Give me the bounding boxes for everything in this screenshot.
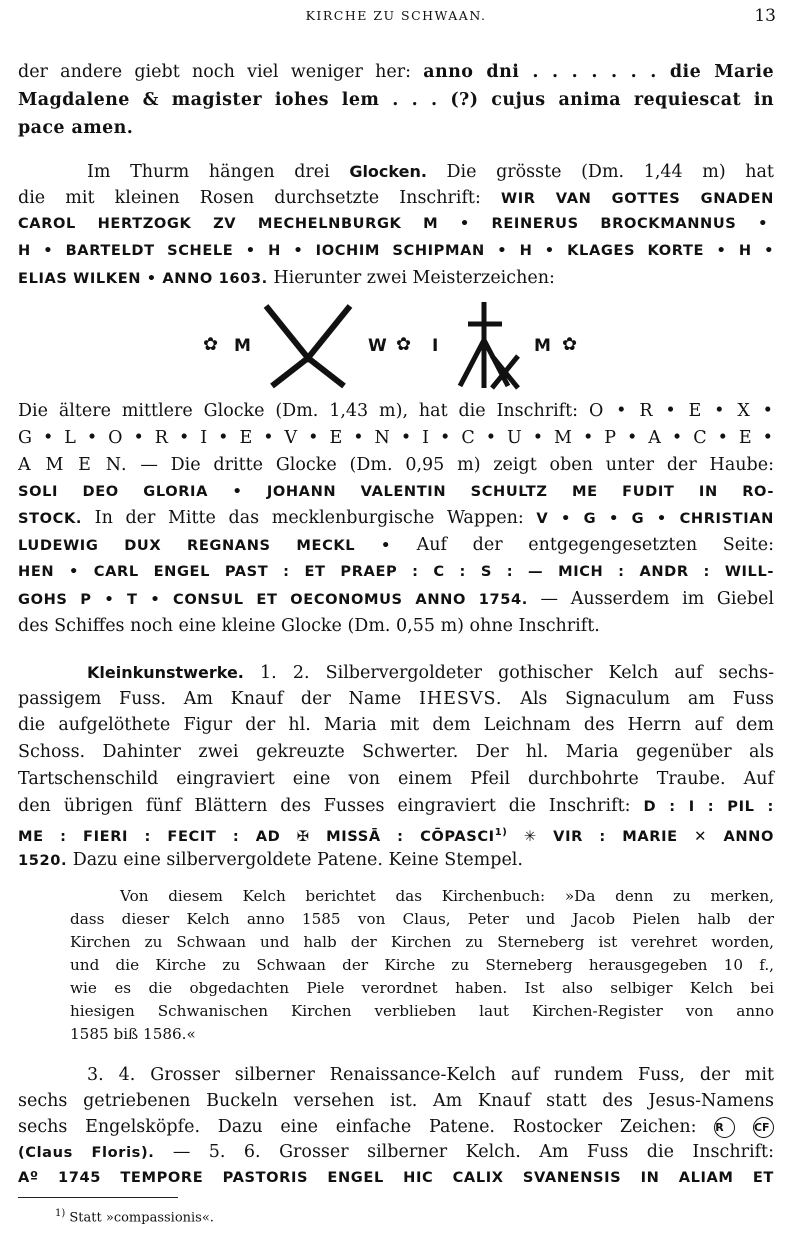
text-line: Magdalene & magister iohes lem . . . (?) cujus anima requiescat in xyxy=(18,90,774,110)
rose-icon: ✿ xyxy=(203,334,219,355)
rose-icon: ✿ xyxy=(396,334,412,355)
text-line: STOCK. In der Mitte das mecklenburgische Wappen: V • G • G • CHRISTIAN xyxy=(18,508,774,528)
mark-letter: W xyxy=(368,336,387,356)
master-marks xyxy=(0,300,792,395)
inscription-line: Aº 1745 TEMPORE PASTORIS ENGEL HIC CALIX SVANENSIS IN ALIAM ET xyxy=(18,1169,774,1186)
quote-line: hiesigen Schwanischen Kirchen verblieben laut Kirchen-Register von anno xyxy=(70,1002,774,1020)
text-line: Schoss. Dahinter zwei gekreuzte Schwerter. Der hl. Maria gegenüber als xyxy=(18,742,774,762)
text-line: passigem Fuss. Am Knauf der Name IHESVS. Als Signaculum am Fuss xyxy=(18,689,774,709)
text-line: sechs Engelsköpfe. Dazu eine einfache Patene. Rostocker Zeichen: R CF xyxy=(18,1116,774,1138)
text-line: A M E N. — Die dritte Glocke (Dm. 0,95 m) zeigt oben unter der Haube: xyxy=(18,455,774,475)
mark-letter: I xyxy=(432,336,439,356)
text-line: des Schiffes noch eine kleine Glocke (Dm. 0,55 m) ohne Inschrift. xyxy=(18,616,600,636)
mark-letter: M xyxy=(534,336,551,356)
text-line: den übrigen fünf Blättern des Fusses eingraviert die Inschrift: D : I : PIL : xyxy=(18,796,774,816)
rose-icon: ✿ xyxy=(562,334,578,355)
text-line: die mit kleinen Rosen durchsetzte Inschrift: WIR VAN GOTTES GNADEN xyxy=(18,188,774,208)
section-heading: Kleinkunstwerke. xyxy=(87,663,244,682)
quote-line: Kirchen zu Schwaan und halb der Kirchen zu Sterneberg ist verehret worden, xyxy=(70,933,774,951)
text-line: sechs getriebenen Buckeln versehen ist. Am Knauf statt des Jesus-Namens xyxy=(18,1091,774,1111)
text-line: 1520. Dazu eine silbervergoldete Patene. Keine Stempel. xyxy=(18,850,523,870)
text-line: die aufgelöthete Figur der hl. Maria mit dem Leichnam des Herrn auf dem xyxy=(18,715,774,735)
footnote xyxy=(55,1208,214,1225)
inscription-line: ME : FIERI : FECIT : AD ✠ MISSĀ : CŌPASCI$^{1)}$ ✳ VIR : MARIE ✕ ANNO xyxy=(18,827,774,845)
page-number: 13 xyxy=(754,6,776,26)
inscription-line: H • BARTELDT SCHELE • H • IOCHIM SCHIPMAN • H • KLAGES KORTE • H • xyxy=(18,242,774,259)
section-heading: Glocken. xyxy=(349,162,427,181)
text-line: ELIAS WILKEN • ANNO 1603. Hierunter zwei Meisterzeichen: xyxy=(18,268,555,288)
running-title: KIRCHE ZU SCHWAAN. xyxy=(305,8,487,23)
quote-line: und die Kirche zu Schwaan der Kirche zu Sterneberg herausgegeben 10 f., xyxy=(70,956,774,974)
cross-arrow-mark-icon xyxy=(450,300,530,392)
inscription-line: G • L • O • R • I • E • V • E • N • I • C • U • M • P • A • C • E • xyxy=(18,428,774,448)
page-header xyxy=(0,8,792,28)
quote-line: dass dieser Kelch anno 1585 von Claus, Peter und Jacob Pielen halb der xyxy=(70,910,774,928)
footnote-divider xyxy=(18,1197,178,1198)
mark-letter: M xyxy=(234,336,251,356)
footnote-marker: 1) xyxy=(55,1208,66,1219)
text-line: Kleinkunstwerke. 1. 2. Silbervergoldeter gothischer Kelch auf sechs- xyxy=(87,663,774,683)
text-line: 3. 4. Grosser silberner Renaissance-Kelch auf rundem Fuss, der mit xyxy=(87,1065,774,1085)
text-line: (Claus Floris). — 5. 6. Grosser silberner Kelch. Am Fuss die Inschrift: xyxy=(18,1142,774,1162)
inscription-line: CAROL HERTZOGK ZV MECHELNBURGK M • REINERUS BROCKMANNUS • xyxy=(18,215,768,232)
text-line: der andere giebt noch viel weniger her: anno dni . . . . . . . die Marie xyxy=(18,62,774,82)
rostock-mark-icon: R xyxy=(714,1117,735,1138)
quote-line: 1585 biß 1586.« xyxy=(70,1025,196,1043)
text-line: pace amen. xyxy=(18,118,134,138)
text-line: GOHS P • T • CONSUL ET OECONOMUS ANNO 1754. — Ausserdem im Giebel xyxy=(18,589,775,609)
inscription-line: SOLI DEO GLORIA • JOHANN VALENTIN SCHULTZ ME FUDIT IN RO- xyxy=(18,483,774,500)
text-line: Die ältere mittlere Glocke (Dm. 1,43 m), hat die Inschrift: O • R • E • X • xyxy=(18,401,774,421)
quote-line: Von diesem Kelch berichtet das Kirchenbuch: »Da denn zu merken, xyxy=(120,887,774,905)
quote-line: wie es die obgedachten Piele verordnet haben. Ist also selbiger Kelch bei xyxy=(70,979,774,997)
text-line: Im Thurm hängen drei Glocken. Die grösste (Dm. 1,44 m) hat xyxy=(87,162,774,182)
cross-mark-icon xyxy=(258,300,358,392)
text-line: LUDEWIG DUX REGNANS MECKL • Auf der entgegengesetzten Seite: xyxy=(18,535,774,555)
inscription-line: HEN • CARL ENGEL PAST : ET PRAEP : C : S : — MICH : ANDR : WILL- xyxy=(18,563,774,580)
maker-mark-icon: CF xyxy=(753,1117,774,1138)
footnote-text: Statt »compassionis«. xyxy=(69,1210,214,1226)
footnote-marker: 1) xyxy=(494,827,508,838)
text-line: Tartschenschild eingraviert eine von einem Pfeil durchbohrte Traube. Auf xyxy=(18,769,774,789)
